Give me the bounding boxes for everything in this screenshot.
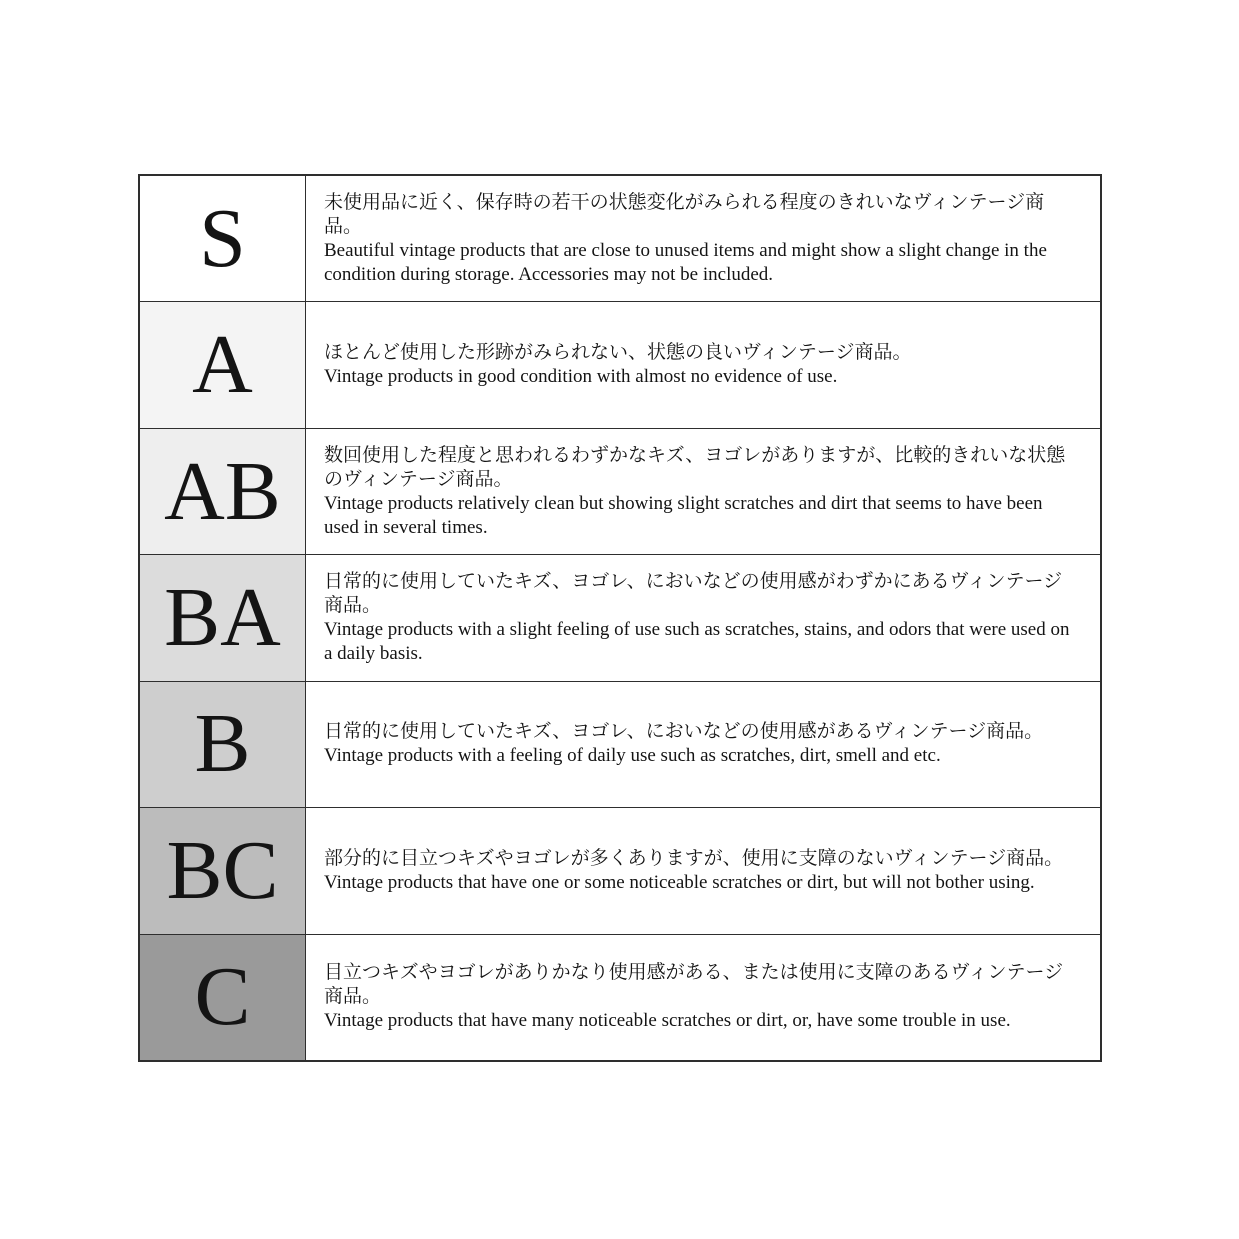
grade-cell-b bbox=[140, 682, 306, 807]
description-english: Vintage products in good condition with almost no evidence of use. bbox=[324, 366, 838, 388]
grade-label-bc: BC bbox=[166, 823, 279, 917]
grade-row-c bbox=[140, 934, 1100, 1060]
description-japanese: ほとんど使用した形跡がみられない、状態の良いヴィンテージ商品。 bbox=[324, 342, 912, 364]
description-english: Vintage products that have one or some noticeable scratches or dirt, but will not bother using. bbox=[324, 871, 1035, 893]
grade-label-ba: BA bbox=[164, 570, 281, 664]
description-english: Vintage products relatively clean but showing slight scratches and dirt that seems to have been used in several times. bbox=[324, 492, 1043, 538]
description-japanese: 未使用品に近く、保存時の若干の状態変化がみられる程度のきれいなヴィンテージ商品。 bbox=[324, 191, 1045, 237]
description-english: Beautiful vintage products that are close to unused items and might show a slight change in the condition during storage. Accessories may not be included. bbox=[324, 239, 1047, 285]
grade-cell-ab bbox=[140, 429, 306, 554]
grade-row-ab bbox=[140, 428, 1100, 554]
grade-cell-bc bbox=[140, 808, 306, 933]
description-japanese: 部分的に目立つキズやヨゴレが多くありますが、使用に支障のないヴィンテージ商品。 bbox=[324, 847, 1064, 869]
grade-cell-c bbox=[140, 935, 306, 1060]
grade-row-s bbox=[140, 176, 1100, 301]
description-japanese: 日常的に使用していたキズ、ヨゴレ、においなどの使用感があるヴィンテージ商品。 bbox=[324, 721, 1044, 743]
description-english: Vintage products with a feeling of daily use such as scratches, dirt, smell and etc. bbox=[324, 745, 941, 767]
grade-label-ab: AB bbox=[164, 444, 281, 538]
grade-label-b: B bbox=[194, 697, 251, 791]
description-japanese: 日常的に使用していたキズ、ヨゴレ、においなどの使用感がわずかにあるヴィンテージ商品。 bbox=[324, 570, 1063, 616]
grade-row-bc bbox=[140, 807, 1100, 933]
description-cell-c bbox=[306, 935, 1100, 1060]
grade-row-ba bbox=[140, 554, 1100, 680]
description-japanese: 数回使用した程度と思われるわずかなキズ、ヨゴレがありますが、比較的きれいな状態のヴィンテージ商品。 bbox=[324, 444, 1066, 490]
description-cell-ab bbox=[306, 429, 1100, 554]
grade-row-b bbox=[140, 681, 1100, 807]
description-cell-bc bbox=[306, 808, 1100, 933]
description-cell-b bbox=[306, 682, 1100, 807]
description-english: Vintage products that have many noticeable scratches or dirt, or, have some trouble in use. bbox=[324, 1010, 1011, 1032]
condition-grade-table bbox=[138, 174, 1102, 1062]
description-cell-ba bbox=[306, 555, 1100, 680]
grade-cell-a bbox=[140, 302, 306, 427]
grade-cell-ba bbox=[140, 555, 306, 680]
description-cell-a bbox=[306, 302, 1100, 427]
grade-row-a bbox=[140, 301, 1100, 427]
grade-cell-s bbox=[140, 176, 306, 301]
description-japanese: 目立つキズやヨゴレがありかなり使用感がある、または使用に支障のあるヴィンテージ商品。 bbox=[324, 962, 1064, 1008]
grade-label-s: S bbox=[199, 191, 246, 285]
description-cell-s bbox=[306, 176, 1100, 301]
description-english: Vintage products with a slight feeling of use such as scratches, stains, and odors that were used on a daily basis. bbox=[324, 618, 1070, 664]
grade-label-a: A bbox=[192, 318, 253, 412]
grade-label-c: C bbox=[194, 950, 251, 1044]
